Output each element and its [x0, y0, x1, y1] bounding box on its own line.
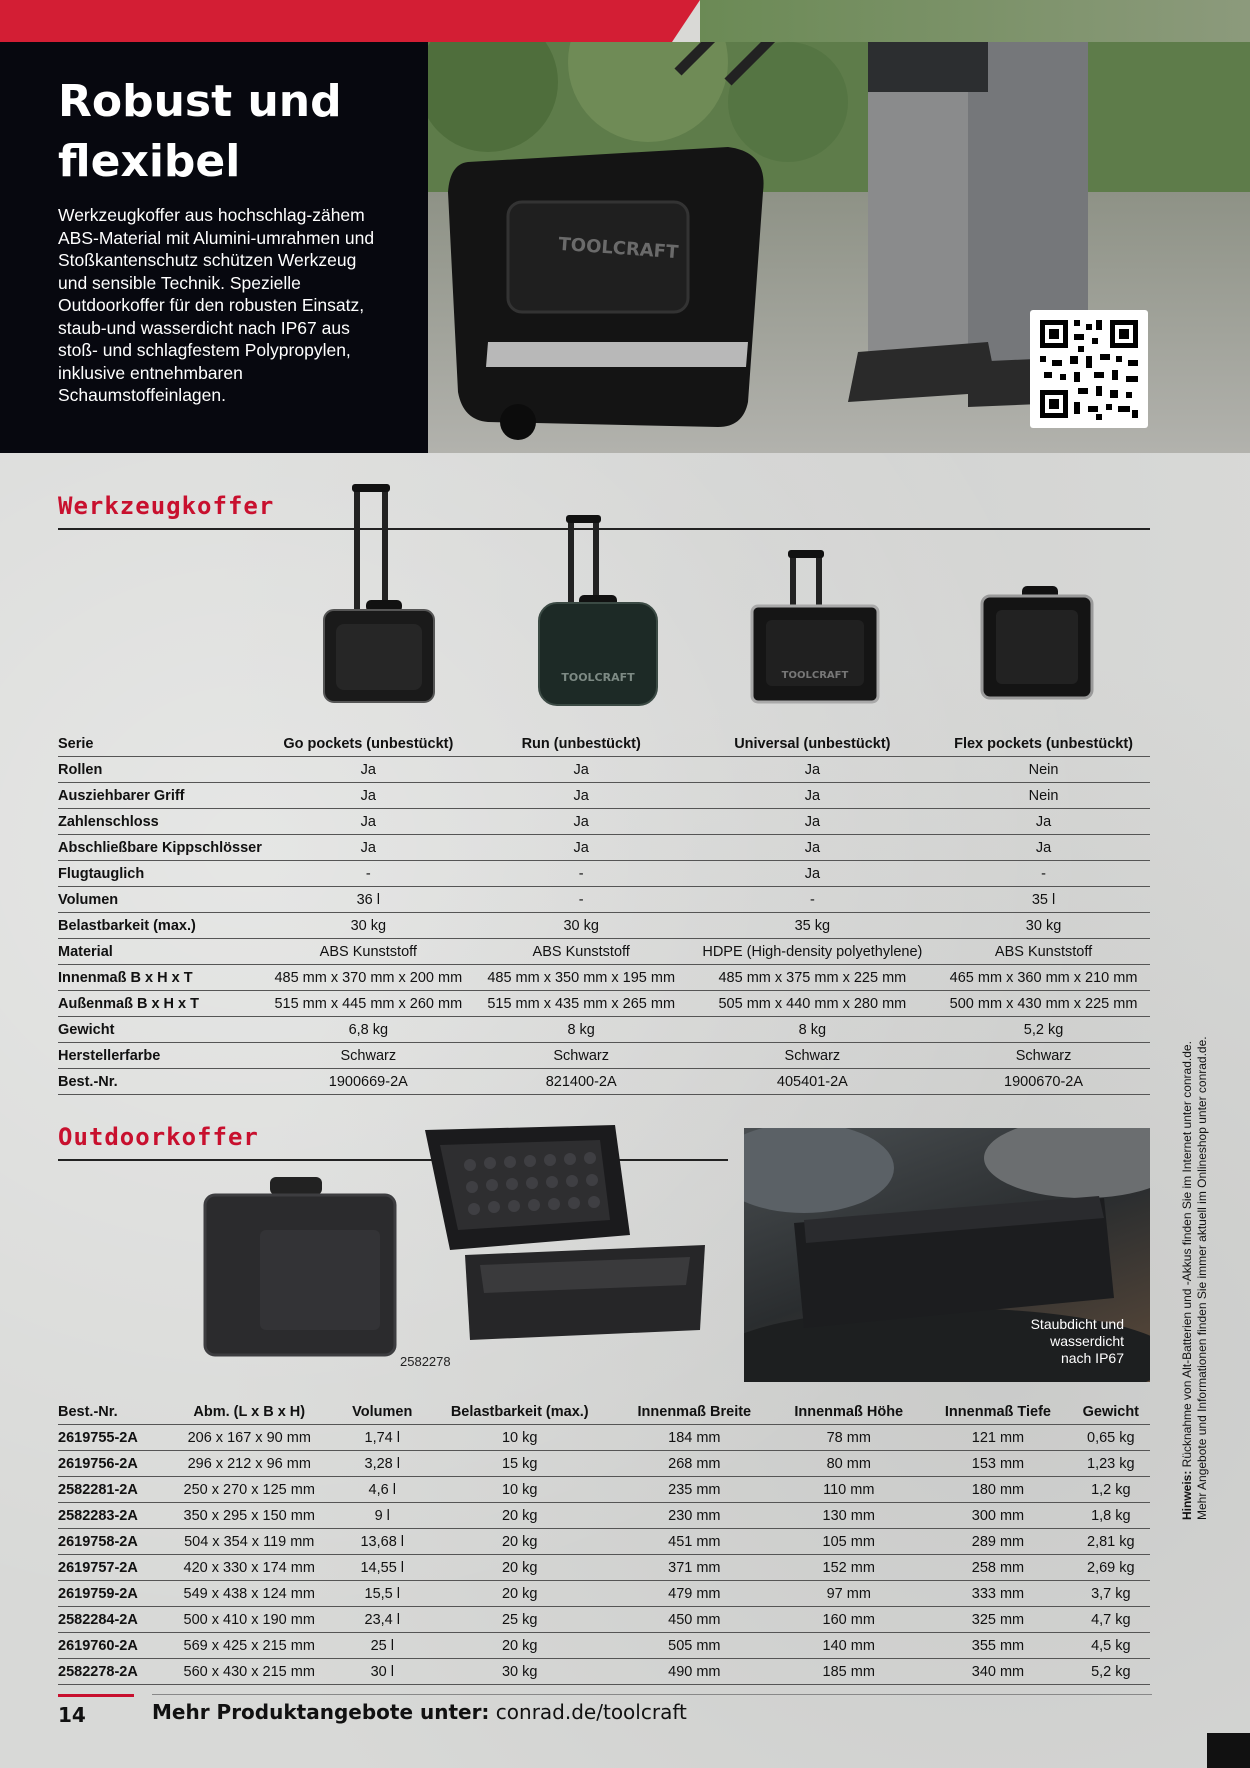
table-header-cell: Volumen: [340, 1399, 424, 1425]
run-case-image: [535, 515, 660, 710]
table-row: [58, 991, 1150, 1017]
side-note: [1180, 1036, 1210, 1520]
table-header-cell: Go pockets (unbestückt): [262, 731, 475, 757]
table-cell: 1,8 kg: [1072, 1503, 1150, 1529]
table-cell: 35 kg: [688, 913, 937, 939]
table-cell: Ja: [688, 757, 937, 783]
table-cell: 371 mm: [615, 1555, 773, 1581]
table-cell: 505 mm x 440 mm x 280 mm: [688, 991, 937, 1017]
table-cell: 6,8 kg: [262, 1017, 475, 1043]
table-cell: 465 mm x 360 mm x 210 mm: [937, 965, 1150, 991]
hero-photo-top: [700, 0, 1250, 42]
side-note-line1: Rücknahme von Alt-Batterien und -Akkus finden Sie im Internet unter conrad.de.: [1180, 1041, 1194, 1468]
table-cell: 485 mm x 350 mm x 195 mm: [475, 965, 688, 991]
table-cell: HDPE (High-density polyethylene): [688, 939, 937, 965]
table-cell: 20 kg: [424, 1555, 615, 1581]
table-header-row: [58, 731, 1150, 757]
table-cell: Ja: [475, 835, 688, 861]
table-cell: Ja: [688, 861, 937, 887]
qr-code[interactable]: [1030, 310, 1148, 428]
row-label-cell: Zahlenschloss: [58, 809, 262, 835]
table-cell: 515 mm x 445 mm x 260 mm: [262, 991, 475, 1017]
table-row: [58, 861, 1150, 887]
hero-description: Werkzeugkoffer aus hochschlag-zähem ABS-Material mit Alumini-umrahmen und Stoßkantenschutz schützen Werkzeug und sensible Technik. Spezielle Outdoorkoffer für den robusten Einsatz, staub-und wasserdicht nach IP67 aus stoß- und schlagfestem Polypropylen, inklusive entnehmbaren Schaumstoffeinlagen.: [58, 205, 375, 405]
table-cell: Ja: [262, 783, 475, 809]
table-cell: 250 x 270 x 125 mm: [158, 1477, 340, 1503]
footer-url-link[interactable]: conrad.de/toolcraft: [495, 1700, 687, 1724]
table-cell: 500 x 410 x 190 mm: [158, 1607, 340, 1633]
table-row: [58, 965, 1150, 991]
page-number: 14: [58, 1703, 86, 1727]
table-cell: 25 l: [340, 1633, 424, 1659]
table-cell: -: [937, 861, 1150, 887]
table-row: [58, 887, 1150, 913]
table-cell: 1,74 l: [340, 1425, 424, 1451]
table-cell: 0,65 kg: [1072, 1425, 1150, 1451]
row-label-cell: 2582278-2A: [58, 1659, 158, 1685]
table-header-cell: Innenmaß Tiefe: [924, 1399, 1071, 1425]
table-cell: 235 mm: [615, 1477, 773, 1503]
table-cell: 451 mm: [615, 1529, 773, 1555]
row-label-cell: Rollen: [58, 757, 262, 783]
qr-code-icon: [1030, 310, 1148, 428]
row-label-cell: Belastbarkeit (max.): [58, 913, 262, 939]
table-cell: 3,28 l: [340, 1451, 424, 1477]
table-cell: 4,5 kg: [1072, 1633, 1150, 1659]
go-pockets-case-image: [318, 484, 438, 706]
table-cell: 9 l: [340, 1503, 424, 1529]
footer-label: Mehr Produktangebote unter:: [152, 1700, 490, 1724]
outdoorkoffer-table: [58, 1399, 1150, 1685]
universal-case-image: [748, 550, 883, 710]
table-cell: Ja: [475, 757, 688, 783]
table-cell: 13,68 l: [340, 1529, 424, 1555]
table-cell: 35 l: [937, 887, 1150, 913]
table-cell: Ja: [688, 809, 937, 835]
table-cell: 296 x 212 x 96 mm: [158, 1451, 340, 1477]
table-row: [58, 1529, 1150, 1555]
table-cell: Schwarz: [262, 1043, 475, 1069]
table-cell: 450 mm: [615, 1607, 773, 1633]
row-label-cell: 2619757-2A: [58, 1555, 158, 1581]
table-cell: 15 kg: [424, 1451, 615, 1477]
table-row: [58, 1069, 1150, 1095]
table-cell: 130 mm: [773, 1503, 924, 1529]
table-cell: 36 l: [262, 887, 475, 913]
table-row: [58, 835, 1150, 861]
table-cell: 355 mm: [924, 1633, 1071, 1659]
footer-red-bar: [58, 1694, 134, 1697]
table-cell: Ja: [688, 835, 937, 861]
table-cell: Ja: [262, 835, 475, 861]
table-cell: ABS Kunststoff: [475, 939, 688, 965]
werkzeugkoffer-heading: Werkzeugkoffer: [58, 492, 275, 520]
row-label-cell: Außenmaß B x H x T: [58, 991, 262, 1017]
table-cell: 20 kg: [424, 1633, 615, 1659]
table-cell: 20 kg: [424, 1581, 615, 1607]
table-header-cell: Innenmaß Breite: [615, 1399, 773, 1425]
table-cell: 1,23 kg: [1072, 1451, 1150, 1477]
hero-title: Robust und flexibel: [58, 76, 342, 187]
table-cell: 230 mm: [615, 1503, 773, 1529]
table-cell: 25 kg: [424, 1607, 615, 1633]
table-cell: 105 mm: [773, 1529, 924, 1555]
table-header-cell: Belastbarkeit (max.): [424, 1399, 615, 1425]
outdoorkoffer-heading: Outdoorkoffer: [58, 1123, 259, 1151]
table-cell: 2,81 kg: [1072, 1529, 1150, 1555]
table-cell: 110 mm: [773, 1477, 924, 1503]
row-label-cell: Gewicht: [58, 1017, 262, 1043]
footer-text: [152, 1700, 687, 1724]
table-cell: -: [475, 887, 688, 913]
footer-divider: [152, 1694, 1152, 1695]
table-header-row: [58, 1399, 1150, 1425]
row-label-cell: 2619756-2A: [58, 1451, 158, 1477]
table-cell: 325 mm: [924, 1607, 1071, 1633]
table-cell: 30 l: [340, 1659, 424, 1685]
table-cell: -: [262, 861, 475, 887]
table-cell: 268 mm: [615, 1451, 773, 1477]
table-cell: 4,6 l: [340, 1477, 424, 1503]
table-cell: 152 mm: [773, 1555, 924, 1581]
table-cell: 185 mm: [773, 1659, 924, 1685]
table-cell: Ja: [688, 783, 937, 809]
table-row: [58, 1659, 1150, 1685]
table-header-cell: Universal (unbestückt): [688, 731, 937, 757]
table-cell: Ja: [262, 809, 475, 835]
row-label-cell: 2619755-2A: [58, 1425, 158, 1451]
row-label-cell: Flugtauglich: [58, 861, 262, 887]
table-row: [58, 1017, 1150, 1043]
table-cell: 333 mm: [924, 1581, 1071, 1607]
table-row: [58, 1043, 1150, 1069]
table-row: [58, 1451, 1150, 1477]
table-header-cell: Innenmaß Höhe: [773, 1399, 924, 1425]
table-cell: 289 mm: [924, 1529, 1071, 1555]
table-cell: 97 mm: [773, 1581, 924, 1607]
table-cell: 140 mm: [773, 1633, 924, 1659]
svg-text:TOOLCRAFT: TOOLCRAFT: [561, 671, 635, 684]
table-cell: Nein: [937, 757, 1150, 783]
table-cell: 1900669-2A: [262, 1069, 475, 1095]
table-cell: 20 kg: [424, 1503, 615, 1529]
flex-pockets-case-image: [980, 584, 1095, 710]
table-cell: 504 x 354 x 119 mm: [158, 1529, 340, 1555]
table-row: [58, 809, 1150, 835]
table-cell: Schwarz: [475, 1043, 688, 1069]
table-cell: 30 kg: [475, 913, 688, 939]
table-cell: 485 mm x 370 mm x 200 mm: [262, 965, 475, 991]
table-row: [58, 1503, 1150, 1529]
row-label-cell: Ausziehbarer Griff: [58, 783, 262, 809]
table-row: [58, 1633, 1150, 1659]
table-cell: 10 kg: [424, 1425, 615, 1451]
row-label-cell: 2619760-2A: [58, 1633, 158, 1659]
werkzeugkoffer-table-body: [58, 757, 1150, 1095]
table-cell: -: [688, 887, 937, 913]
outdoor-photo-caption: Staubdicht und wasserdicht nach IP67: [1030, 1316, 1124, 1366]
table-cell: 3,7 kg: [1072, 1581, 1150, 1607]
table-cell: Schwarz: [937, 1043, 1150, 1069]
table-cell: 10 kg: [424, 1477, 615, 1503]
table-cell: Ja: [937, 835, 1150, 861]
table-cell: Ja: [937, 809, 1150, 835]
table-header-cell: Run (unbestückt): [475, 731, 688, 757]
row-label-cell: Volumen: [58, 887, 262, 913]
table-row: [58, 1477, 1150, 1503]
table-cell: 405401-2A: [688, 1069, 937, 1095]
table-row: [58, 757, 1150, 783]
table-header-cell: Gewicht: [1072, 1399, 1150, 1425]
table-cell: 350 x 295 x 150 mm: [158, 1503, 340, 1529]
table-header-cell: Abm. (L x B x H): [158, 1399, 340, 1425]
table-cell: 4,7 kg: [1072, 1607, 1150, 1633]
table-row: [58, 939, 1150, 965]
table-header-cell: Serie: [58, 731, 262, 757]
row-label-cell: 2619759-2A: [58, 1581, 158, 1607]
row-label-cell: 2582281-2A: [58, 1477, 158, 1503]
outdoor-case-image: [200, 1125, 720, 1375]
table-row: [58, 913, 1150, 939]
hero-brand-text: TOOLCRAFT: [557, 233, 679, 264]
table-header-cell: Flex pockets (unbestückt): [937, 731, 1150, 757]
table-cell: Ja: [475, 809, 688, 835]
svg-text:TOOLCRAFT: TOOLCRAFT: [781, 670, 849, 681]
table-cell: 490 mm: [615, 1659, 773, 1685]
corner-block: [1207, 1733, 1250, 1768]
outdoor-image-caption: 2582278: [400, 1354, 451, 1369]
table-cell: 505 mm: [615, 1633, 773, 1659]
table-cell: 180 mm: [924, 1477, 1071, 1503]
table-cell: ABS Kunststoff: [937, 939, 1150, 965]
table-cell: 160 mm: [773, 1607, 924, 1633]
table-cell: 479 mm: [615, 1581, 773, 1607]
table-cell: 78 mm: [773, 1425, 924, 1451]
row-label-cell: 2582284-2A: [58, 1607, 158, 1633]
table-cell: 500 mm x 430 mm x 225 mm: [937, 991, 1150, 1017]
table-cell: 8 kg: [688, 1017, 937, 1043]
table-cell: Ja: [262, 757, 475, 783]
table-cell: 30 kg: [262, 913, 475, 939]
table-row: [58, 783, 1150, 809]
table-cell: 153 mm: [924, 1451, 1071, 1477]
row-label-cell: Material: [58, 939, 262, 965]
outdoor-photo: [744, 1128, 1150, 1382]
table-cell: Nein: [937, 783, 1150, 809]
table-cell: 300 mm: [924, 1503, 1071, 1529]
table-cell: 30 kg: [424, 1659, 615, 1685]
table-cell: 549 x 438 x 124 mm: [158, 1581, 340, 1607]
table-cell: 8 kg: [475, 1017, 688, 1043]
table-cell: 258 mm: [924, 1555, 1071, 1581]
werkzeugkoffer-table: [58, 731, 1150, 1095]
table-cell: 20 kg: [424, 1529, 615, 1555]
table-row: [58, 1555, 1150, 1581]
table-cell: 15,5 l: [340, 1581, 424, 1607]
table-cell: 206 x 167 x 90 mm: [158, 1425, 340, 1451]
table-cell: 515 mm x 435 mm x 265 mm: [475, 991, 688, 1017]
table-cell: 340 mm: [924, 1659, 1071, 1685]
table-cell: 2,69 kg: [1072, 1555, 1150, 1581]
table-cell: 184 mm: [615, 1425, 773, 1451]
row-label-cell: Best.-Nr.: [58, 1069, 262, 1095]
table-cell: 1900670-2A: [937, 1069, 1150, 1095]
side-note-line2: Mehr Angebote und Informationen finden Sie immer aktuell im Onlineshop unter conrad.de.: [1195, 1036, 1209, 1520]
table-cell: 569 x 425 x 215 mm: [158, 1633, 340, 1659]
table-cell: 121 mm: [924, 1425, 1071, 1451]
row-label-cell: Abschließbare Kippschlösser: [58, 835, 262, 861]
row-label-cell: Innenmaß B x H x T: [58, 965, 262, 991]
row-label-cell: Herstellerfarbe: [58, 1043, 262, 1069]
row-label-cell: 2582283-2A: [58, 1503, 158, 1529]
table-cell: 14,55 l: [340, 1555, 424, 1581]
table-row: [58, 1425, 1150, 1451]
table-cell: Ja: [475, 783, 688, 809]
table-header-cell: Best.-Nr.: [58, 1399, 158, 1425]
table-row: [58, 1607, 1150, 1633]
table-cell: 5,2 kg: [937, 1017, 1150, 1043]
side-note-label: Hinweis:: [1180, 1470, 1194, 1520]
table-cell: 80 mm: [773, 1451, 924, 1477]
table-cell: 485 mm x 375 mm x 225 mm: [688, 965, 937, 991]
outdoorkoffer-table-body: [58, 1425, 1150, 1685]
table-cell: Schwarz: [688, 1043, 937, 1069]
table-cell: 420 x 330 x 174 mm: [158, 1555, 340, 1581]
row-label-cell: 2619758-2A: [58, 1529, 158, 1555]
table-cell: 821400-2A: [475, 1069, 688, 1095]
table-cell: 560 x 430 x 215 mm: [158, 1659, 340, 1685]
table-cell: ABS Kunststoff: [262, 939, 475, 965]
table-cell: -: [475, 861, 688, 887]
table-cell: 23,4 l: [340, 1607, 424, 1633]
table-cell: 30 kg: [937, 913, 1150, 939]
table-cell: 5,2 kg: [1072, 1659, 1150, 1685]
table-row: [58, 1581, 1150, 1607]
red-stripe: [0, 0, 700, 42]
table-cell: 1,2 kg: [1072, 1477, 1150, 1503]
